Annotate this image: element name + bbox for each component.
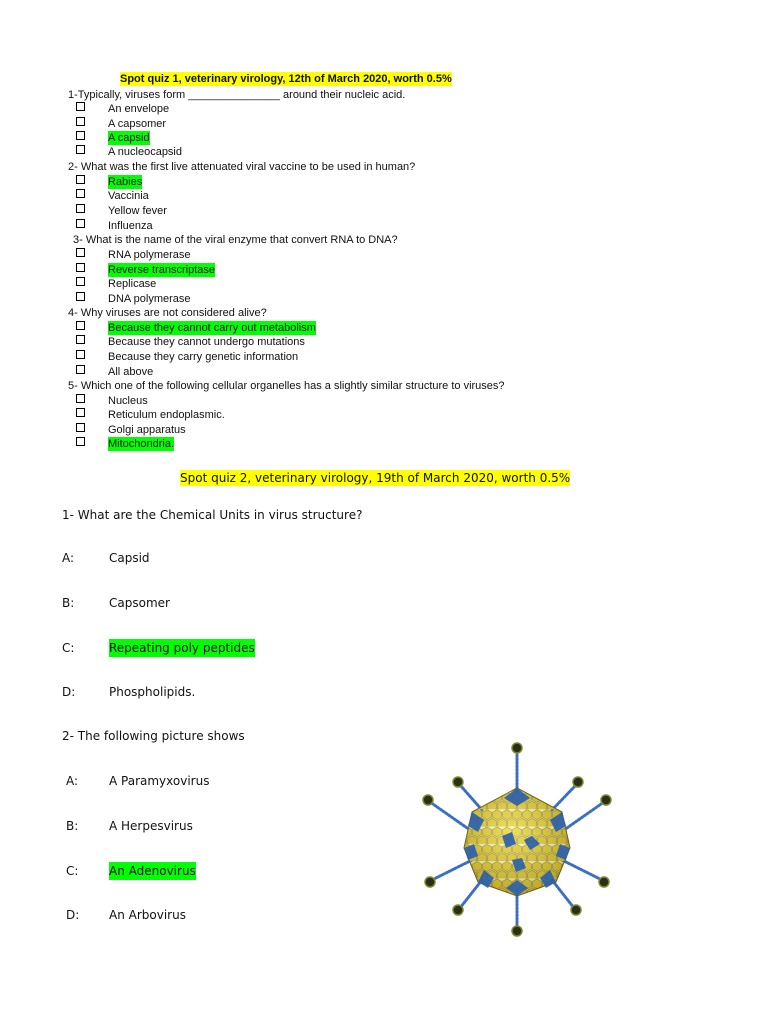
quiz1-q4-answer: Because they cannot carry out metabolism <box>108 322 316 334</box>
quiz1-q1-option: A capsomer <box>108 118 167 130</box>
quiz1-q5-option: Nucleus <box>108 395 148 407</box>
checkbox-icon[interactable] <box>76 423 85 432</box>
checkbox-icon[interactable] <box>76 335 85 344</box>
quiz1-title: Spot quiz 1, veterinary virology, 12th of March 2020, worth 0.5% <box>120 73 452 85</box>
quiz2-q1-answer: Repeating poly peptides <box>109 641 255 655</box>
quiz1-q2: 2- What was the first live attenuated viral vaccine to be used in human? <box>68 161 416 173</box>
option-letter: B: <box>66 819 79 833</box>
checkbox-icon[interactable] <box>76 189 85 198</box>
option-letter: C: <box>66 864 79 878</box>
quiz2-q2-option: An Arbovirus <box>109 908 186 922</box>
checkbox-icon[interactable] <box>76 248 85 257</box>
option-letter: B: <box>62 596 75 610</box>
quiz1-q5-option: Golgi apparatus <box>108 424 186 436</box>
option-letter: A: <box>66 774 79 788</box>
quiz2-q2: 2- The following picture shows <box>62 729 245 743</box>
quiz1-q4: 4- Why viruses are not considered alive? <box>68 307 267 319</box>
checkbox-icon[interactable] <box>76 365 85 374</box>
option-letter: A: <box>62 551 75 565</box>
checkbox-icon[interactable] <box>76 277 85 286</box>
quiz1-q1-option: An envelope <box>108 103 170 115</box>
checkbox-icon[interactable] <box>76 321 85 330</box>
checkbox-icon[interactable] <box>76 408 85 417</box>
option-letter: C: <box>62 641 75 655</box>
checkbox-icon[interactable] <box>76 175 85 184</box>
checkbox-icon[interactable] <box>76 350 85 359</box>
checkbox-icon[interactable] <box>76 145 85 154</box>
checkbox-icon[interactable] <box>76 131 85 140</box>
quiz2-q2-option: A Paramyxovirus <box>109 774 210 788</box>
checkbox-icon[interactable] <box>76 292 85 301</box>
quiz1-q4-option: All above <box>108 366 154 378</box>
quiz1-q5-option: Reticulum endoplasmic. <box>108 409 225 421</box>
checkbox-icon[interactable] <box>76 102 85 111</box>
checkbox-icon[interactable] <box>76 394 85 403</box>
adenovirus-illustration <box>412 740 622 940</box>
checkbox-icon[interactable] <box>76 437 85 446</box>
quiz2-q1-option: Capsomer <box>109 596 170 610</box>
quiz1-q1: 1-Typically, viruses form _______________ around their nucleic acid. <box>68 89 406 101</box>
quiz1-q4-option: Because they cannot undergo mutations <box>108 336 305 348</box>
quiz1-q2-option: Vaccinia <box>108 190 149 202</box>
quiz2-q1-option: Capsid <box>109 551 150 565</box>
checkbox-icon[interactable] <box>76 263 85 272</box>
checkbox-icon[interactable] <box>76 219 85 228</box>
quiz1-q3-answer: Reverse transcriptase <box>108 264 215 276</box>
quiz1-q2-option: Influenza <box>108 220 153 232</box>
option-letter: D: <box>66 908 80 922</box>
quiz1-q3-option: Replicase <box>108 278 157 290</box>
quiz1-q4-option: Because they carry genetic information <box>108 351 299 363</box>
quiz1-q3-option: DNA polymerase <box>108 293 191 305</box>
quiz1-q1-answer: A capsid <box>108 132 150 144</box>
quiz1-q2-option: Yellow fever <box>108 205 167 217</box>
option-letter: D: <box>62 685 76 699</box>
quiz2-q2-option: A Herpesvirus <box>109 819 193 833</box>
quiz2-q2-answer: An Adenovirus <box>109 864 196 878</box>
quiz1-q5-answer: Mitochondria. <box>108 438 175 450</box>
quiz1-q3-option: RNA polymerase <box>108 249 191 261</box>
quiz1-q1-option: A nucleocapsid <box>108 146 182 158</box>
quiz1-q2-answer: Rabies <box>108 176 143 188</box>
quiz1-q5: 5- Which one of the following cellular organelles has a slightly similar structure to viruses? <box>68 380 505 392</box>
checkbox-icon[interactable] <box>76 117 85 126</box>
quiz2-q1: 1- What are the Chemical Units in virus structure? <box>62 508 363 522</box>
quiz2-title: Spot quiz 2, veterinary virology, 19th of March 2020, worth 0.5% <box>180 471 571 485</box>
checkbox-icon[interactable] <box>76 204 85 213</box>
quiz2-q1-option: Phospholipids. <box>109 685 196 699</box>
quiz1-q3: 3- What is the name of the viral enzyme that convert RNA to DNA? <box>73 234 398 246</box>
